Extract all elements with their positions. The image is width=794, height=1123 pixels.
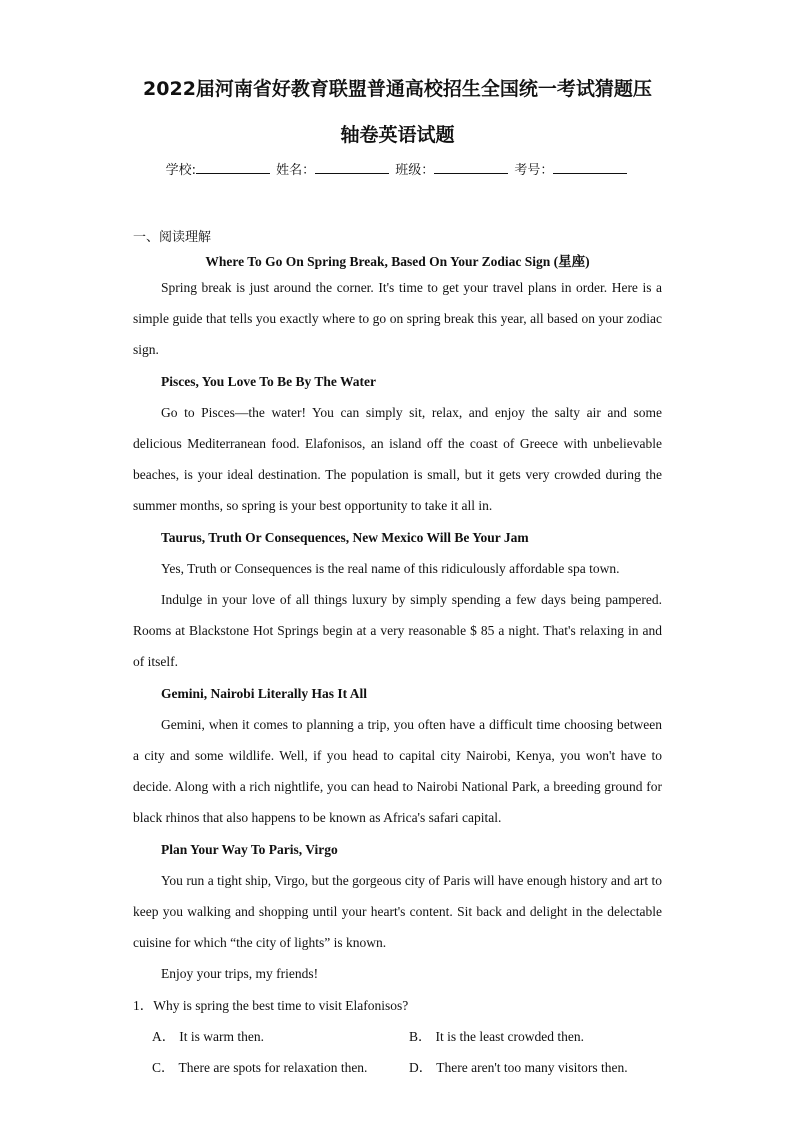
subsection-heading-taurus: Taurus, Truth Or Consequences, New Mexico Will Be Your Jam xyxy=(161,529,529,545)
paragraph-pisces: Go to Pisces—the water! You can simply sit, relax, and enjoy the salty air and some delicious Mediterranean food. Elafonisos, an island off the coast of Greece with unbelievable beaches, is your ideal destination. The population is small, but it gets very crowded during the summer months, so spring is your best opportunity to take it all in. xyxy=(133,404,662,514)
exam-title-line-2: 轴卷英语试题 xyxy=(340,124,455,146)
exam-number-field xyxy=(514,160,629,181)
option-b-letter: B． xyxy=(409,1028,432,1044)
passage-title: Where To Go On Spring Break, Based On Your Zodiac Sign (星座) xyxy=(205,254,590,269)
class-label: 班级： xyxy=(395,163,435,178)
question-1 xyxy=(133,990,662,1021)
question-number: 1． xyxy=(133,997,154,1013)
paragraph-taurus-2: Indulge in your love of all things luxury by simply spending a few days being pampered. Rooms at Blackstone Hot Springs begin at a very reasonable $ 85 a night. That's relaxing in and of itself. xyxy=(133,592,662,670)
school-field xyxy=(166,160,272,181)
exam-number-blank xyxy=(553,160,627,174)
student-info-line xyxy=(133,160,662,181)
name-label: 姓名： xyxy=(276,163,316,178)
intro-paragraph: Spring break is just around the corner. It's time to get your travel plans in order. Here is a simple guide that tells you exactly where to go on spring break this year, all based on your zodiac sign. xyxy=(133,280,662,358)
option-d-text: There aren't too many visitors then. xyxy=(436,1060,628,1076)
class-blank xyxy=(434,160,508,174)
option-d-letter: D． xyxy=(409,1060,433,1076)
option-b-text: It is the least crowded then. xyxy=(435,1028,584,1044)
option-d[interactable] xyxy=(409,1052,666,1083)
paragraph-taurus-1: Yes, Truth or Consequences is the real name of this ridiculously affordable spa town. xyxy=(161,560,620,576)
question-text: Why is spring the best time to visit Elafonisos? xyxy=(153,997,409,1013)
closing-paragraph: Enjoy your trips, my friends! xyxy=(161,966,319,982)
school-label: 学校: xyxy=(165,163,196,178)
paragraph-virgo: You run a tight ship, Virgo, but the gorgeous city of Paris will have enough history and art to keep you walking and shopping until your heart's content. Sit back and delight in the delectable cuisine for which “the city of lights” is known. xyxy=(133,872,662,951)
exam-number-label: 考号： xyxy=(514,163,554,178)
option-a-letter: A． xyxy=(152,1028,176,1044)
exam-title-line-1: 2022届河南省好教育联盟普通高校招生全国统一考试猜题压 xyxy=(143,78,652,100)
option-c-letter: C． xyxy=(152,1060,175,1076)
school-blank xyxy=(196,160,270,174)
subsection-heading-virgo: Plan Your Way To Paris, Virgo xyxy=(161,841,338,857)
exam-title xyxy=(133,66,662,158)
option-a[interactable] xyxy=(152,1021,409,1052)
question-1-options xyxy=(133,1021,662,1083)
subsection-heading-pisces: Pisces, You Love To Be By The Water xyxy=(161,373,377,389)
option-b[interactable] xyxy=(409,1021,666,1052)
paragraph-gemini: Gemini, when it comes to planning a trip, you often have a difficult time choosing between a city and some wildlife. Well, if you head to capital city Nairobi, Kenya, you won't have to decide. Along with a rich nightlife, you can head to Nairobi National Park, a breeding ground for black rhinos that also happens to be known as Africa's safari capital. xyxy=(133,716,662,826)
section-heading: 一、阅读理解 xyxy=(133,230,212,245)
subsection-heading-gemini: Gemini, Nairobi Literally Has It All xyxy=(161,685,368,701)
option-c-text: There are spots for relaxation then. xyxy=(178,1060,368,1076)
option-c[interactable] xyxy=(152,1052,409,1083)
class-field xyxy=(395,160,510,181)
option-a-text: It is warm then. xyxy=(179,1028,264,1044)
name-field xyxy=(276,160,391,181)
name-blank xyxy=(315,160,389,174)
